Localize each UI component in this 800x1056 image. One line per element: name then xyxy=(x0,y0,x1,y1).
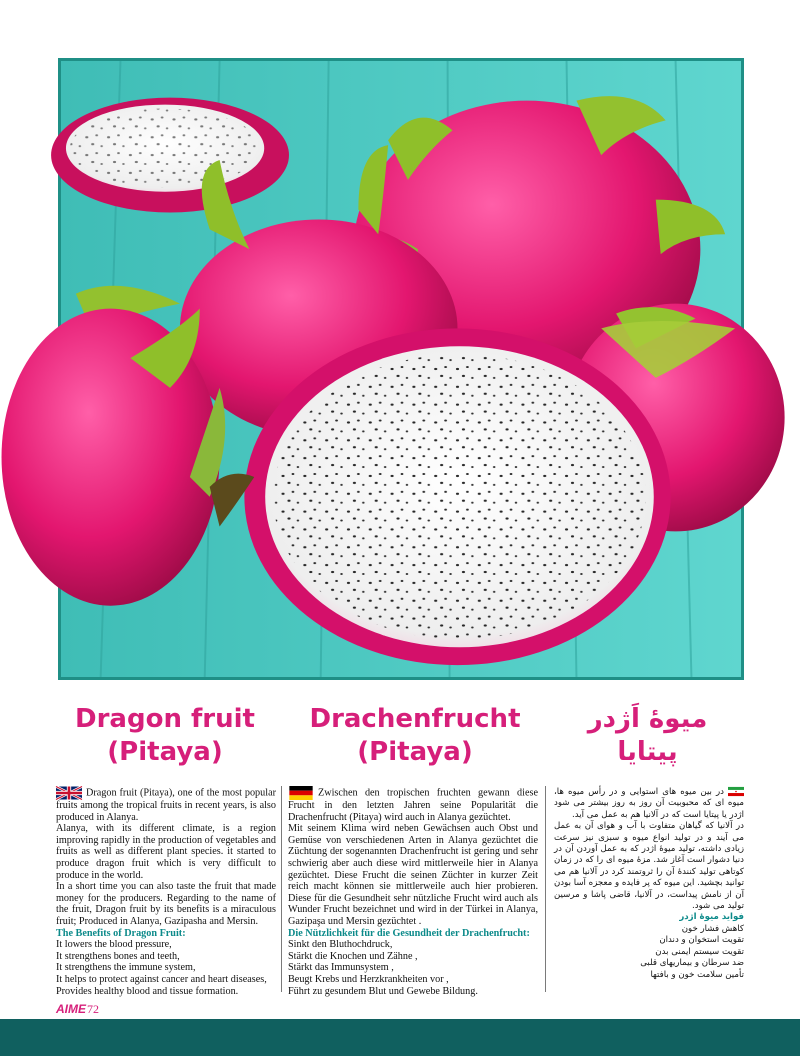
germany-flag-icon xyxy=(288,786,314,800)
german-benefit-item: Beugt Krebs und Herzkrankheiten vor , xyxy=(288,973,449,985)
persian-benefits-heading: فواید میوهٔ اژدر xyxy=(679,912,744,923)
english-paragraph-1: Dragon fruit (Pitaya), one of the most popular fruits among the tropical fruits in recent years, is also produced in Alanya. xyxy=(56,787,276,823)
uk-flag-icon xyxy=(56,786,82,800)
title-german xyxy=(290,703,540,769)
german-benefit-item: Stärkt die Knochen und Zähne , xyxy=(288,950,418,962)
title-german-line-1: Drachenfrucht xyxy=(309,704,521,734)
title-persian-line-2: پیتایا xyxy=(617,737,678,767)
iran-flag-icon xyxy=(728,786,744,797)
english-benefit-item: It lowers the blood pressure, xyxy=(56,939,172,951)
title-german-line-2: (Pitaya) xyxy=(357,737,473,767)
page-folio xyxy=(56,1001,99,1017)
persian-benefit-item: کاهش فشار خون xyxy=(681,923,744,934)
persian-benefit-item: تأمین سلامت خون و بافتها xyxy=(650,969,744,980)
footer-bar xyxy=(0,1019,800,1056)
german-benefits-heading: Die Nützlichkeit für die Gesundheit der Drachenfrucht: xyxy=(288,927,530,939)
page-number: 72 xyxy=(87,1001,99,1016)
persian-benefit-item: ضد سرطان و بیماریهای قلبی xyxy=(640,958,744,969)
english-column xyxy=(56,786,276,997)
german-column xyxy=(288,786,538,997)
persian-paragraph-1: در بین میوه های استوایی و در رأس میوه ها، میوه ای که محبوبیت آن روز به روز بیشتر می شود اژدر یا پیتایا است که در آلانیا هم به عمل می آید. xyxy=(554,787,744,820)
title-english-line-2: (Pitaya) xyxy=(107,737,223,767)
column-divider xyxy=(281,786,282,992)
persian-column xyxy=(554,786,744,990)
title-persian xyxy=(555,703,740,769)
english-benefit-item: It helps to protect against cancer and heart diseases, xyxy=(56,973,267,985)
german-paragraph-1: Zwischen den tropischen fruchten gewann diese Frucht in den letzten Jahren seine Popularität die Drachenfrucht (Pitaya) wird auch in Alanya gezüchtet. xyxy=(288,787,538,823)
german-benefit-item: Führt zu gesundem Blut und Gewebe Bildung. xyxy=(288,985,478,997)
column-divider xyxy=(545,786,546,992)
german-benefit-item: Sinkt den Bluthochdruck, xyxy=(288,939,393,951)
persian-benefit-item: تقویت استخوان و دندان xyxy=(659,935,744,946)
german-benefit-item: Stärkt das Immunsystem , xyxy=(288,962,394,974)
english-benefit-item: It strengthens the immune system, xyxy=(56,962,196,974)
dragon-fruit-photo xyxy=(58,58,744,680)
brand-logo: AIME xyxy=(56,1002,86,1016)
english-benefit-item: It strengthens bones and teeth, xyxy=(56,950,180,962)
title-english-line-1: Dragon fruit xyxy=(75,704,255,734)
english-benefits-heading: The Benefits of Dragon Fruit: xyxy=(56,927,186,939)
title-persian-line-1: میوهٔ اَژدر xyxy=(587,704,708,734)
title-english xyxy=(60,703,270,769)
persian-paragraph-2: در آلانیا که گیاهان متفاوت با آب و هوای آن به عمل می آیند و در تولید انواع میوه و سبزی نیز سرعت زیادی داشته، تولید میوهٔ اژدر که به عمل آوردن آن در دنیا دشوار است آغاز شد. مزهٔ میوه ای را که در زمان کوتاهی تولید کنندهٔ آن را ثروتمند کرد در آلانیا هم می توانید بچشید. این میوه که پر فایده و معجزه آسا بودن آن از نامش پیداست، در آلانیا، قاضی پاشا و مرسین تولید می شود. xyxy=(554,821,744,912)
english-paragraph-2: Alanya, with its different climate, is a region improving rapidly in the production of vegetables and fruits as well as different plant species. it started to produce dragon fruit which is very difficult to produce in the world. xyxy=(56,823,276,881)
german-paragraph-2: Mit seinem Klima wird neben Gewächsen auch Obst und Gemüse von verschiedenen Arten in Alanya gezüchtet die Züchtung der sogenannten Drachenfrucht ist gering und sehr schwierig aber auch diese wird mittlerweile hier in Alanya gezüchtet. Diese Frucht die seinen Züchter in kurzer Zeit reich macht können sie mittlerweile auch hier probieren. Diese für die Gesundheit sehr nützliche Frucht wird auch als Wunder Frucht bezeichnet und wird in der Türkei in Alanya, Gazipaşa und Mersin gezüchtet . xyxy=(288,823,538,927)
english-paragraph-3: In a short time you can also taste the fruit that made money for the producers. Regarding to the name of the fruit, Dragon fruit by its benefits is a miraculous fruit; Produced in Alanya, Gazipasha and Mersin. xyxy=(56,881,276,927)
english-benefit-item: Provides healthy blood and tissue formation. xyxy=(56,985,239,997)
persian-benefit-item: تقویت سیستم ایمنی بدن xyxy=(655,946,744,957)
